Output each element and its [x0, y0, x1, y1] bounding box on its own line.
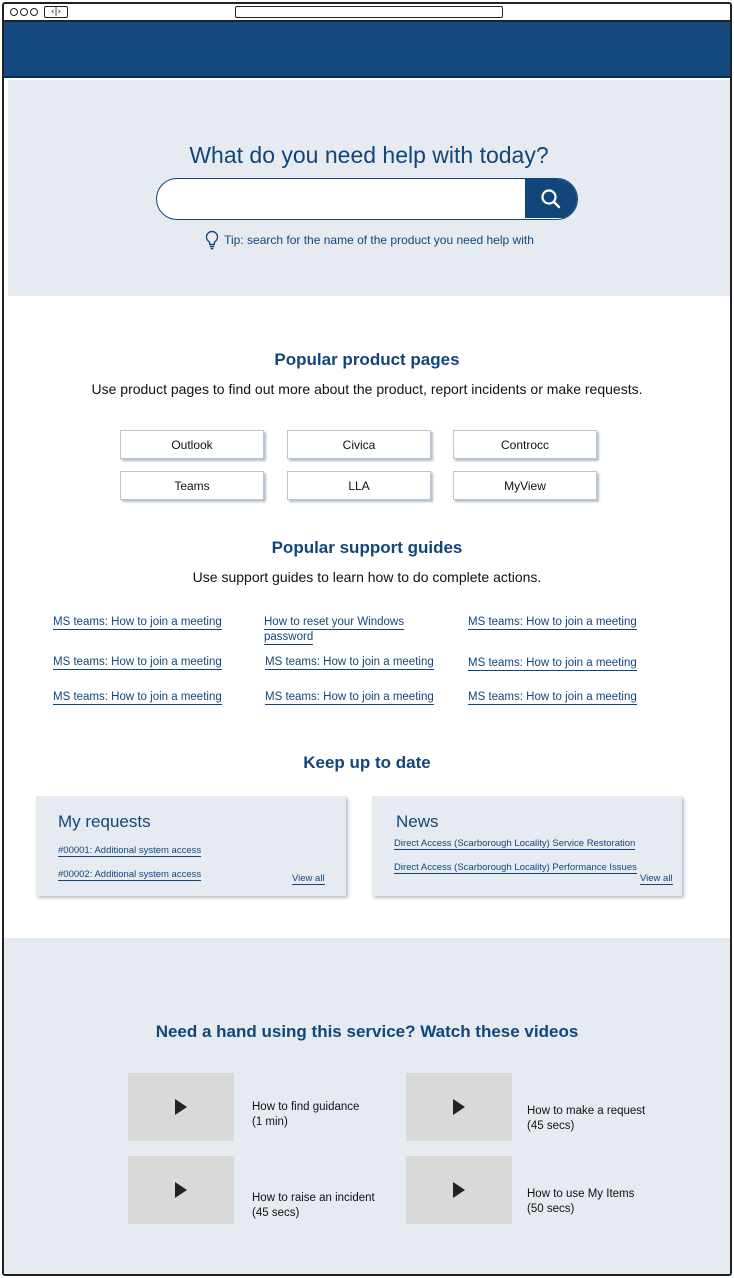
play-icon: [173, 1098, 189, 1116]
video-caption: [527, 1187, 667, 1217]
site-header: [4, 22, 730, 78]
news-view-all-link[interactable]: View all: [640, 873, 673, 884]
video-title-text: How to make a request: [527, 1105, 646, 1117]
guide-link[interactable]: MS teams: How to join a meeting: [53, 656, 222, 668]
address-bar[interactable]: [235, 6, 503, 18]
search-button[interactable]: [525, 179, 577, 218]
video-duration: (1 min): [252, 1116, 288, 1128]
video-duration: (50 secs): [527, 1203, 575, 1215]
video-thumbnail[interactable]: [128, 1073, 234, 1141]
product-button-outlook[interactable]: Outlook: [120, 430, 264, 459]
window-dot-icon[interactable]: [20, 8, 28, 16]
product-button-teams[interactable]: Teams: [120, 471, 264, 500]
search-input[interactable]: [157, 179, 525, 218]
video-duration: (45 secs): [527, 1120, 575, 1132]
my-requests-title: My requests: [58, 812, 151, 831]
products-subtitle: Use product pages to find out more about the product, report incidents or make requests.: [91, 381, 643, 397]
my-requests-card: [36, 796, 346, 896]
news-link[interactable]: Direct Access (Scarborough Locality) Performance Issues: [394, 862, 637, 873]
video-duration: (45 secs): [252, 1207, 300, 1219]
lightbulb-icon: [204, 230, 220, 250]
news-title: News: [396, 812, 439, 831]
search-icon: [540, 188, 562, 210]
product-button-controcc[interactable]: Controcc: [453, 430, 597, 459]
request-link[interactable]: #00001: Additional system access: [58, 845, 202, 856]
guide-link[interactable]: MS teams: How to join a meeting: [265, 691, 434, 703]
video-title-text: How to raise an incident: [252, 1192, 375, 1204]
browser-chrome: [4, 4, 730, 22]
video-caption: [252, 1191, 392, 1221]
guide-link[interactable]: MS teams: How to join a meeting: [468, 616, 637, 628]
search-tip: [8, 230, 730, 250]
window-dot-icon[interactable]: [30, 8, 38, 16]
guide-link[interactable]: MS teams: How to join a meeting: [468, 657, 637, 669]
hero-search-section: [8, 80, 730, 296]
product-button-lla[interactable]: LLA: [287, 471, 431, 500]
search-box: [156, 178, 578, 220]
window-dot-icon[interactable]: [10, 8, 18, 16]
requests-view-all-link[interactable]: View all: [292, 873, 325, 884]
guide-link[interactable]: How to reset your Windows password: [264, 616, 404, 643]
video-caption: [252, 1100, 392, 1130]
videos-title: Need a hand using this service? Watch these videos: [155, 1022, 579, 1041]
product-button-civica[interactable]: Civica: [287, 430, 431, 459]
guides-title: Popular support guides: [271, 538, 463, 557]
guide-link[interactable]: MS teams: How to join a meeting: [468, 691, 637, 703]
guides-subtitle: Use support guides to learn how to do complete actions.: [192, 569, 542, 585]
products-title: Popular product pages: [274, 350, 460, 369]
guide-link[interactable]: MS teams: How to join a meeting: [53, 691, 222, 703]
play-icon: [173, 1181, 189, 1199]
news-link[interactable]: Direct Access (Scarborough Locality) Service Restoration: [394, 838, 636, 849]
play-icon: [451, 1098, 467, 1116]
video-title-text: How to use My Items: [527, 1188, 635, 1200]
video-title-text: How to find guidance: [252, 1101, 360, 1113]
news-card: [372, 796, 682, 896]
browser-window: [2, 2, 732, 1276]
request-link[interactable]: #00002: Additional system access: [58, 869, 202, 880]
play-icon: [451, 1181, 467, 1199]
search-tip-text: Tip: search for the name of the product you need help with: [224, 233, 534, 247]
updates-title: Keep up to date: [303, 753, 431, 772]
videos-section: [4, 938, 730, 1276]
window-controls: [10, 8, 38, 16]
video-thumbnail[interactable]: [128, 1156, 234, 1224]
hero-title: What do you need help with today?: [189, 142, 549, 168]
product-button-myview[interactable]: MyView: [453, 471, 597, 500]
back-forward-icon[interactable]: ‹|›: [44, 6, 68, 18]
video-thumbnail[interactable]: [406, 1073, 512, 1141]
video-caption: [527, 1104, 667, 1134]
guide-link[interactable]: MS teams: How to join a meeting: [265, 656, 434, 668]
video-thumbnail[interactable]: [406, 1156, 512, 1224]
guide-link[interactable]: MS teams: How to join a meeting: [53, 616, 222, 628]
